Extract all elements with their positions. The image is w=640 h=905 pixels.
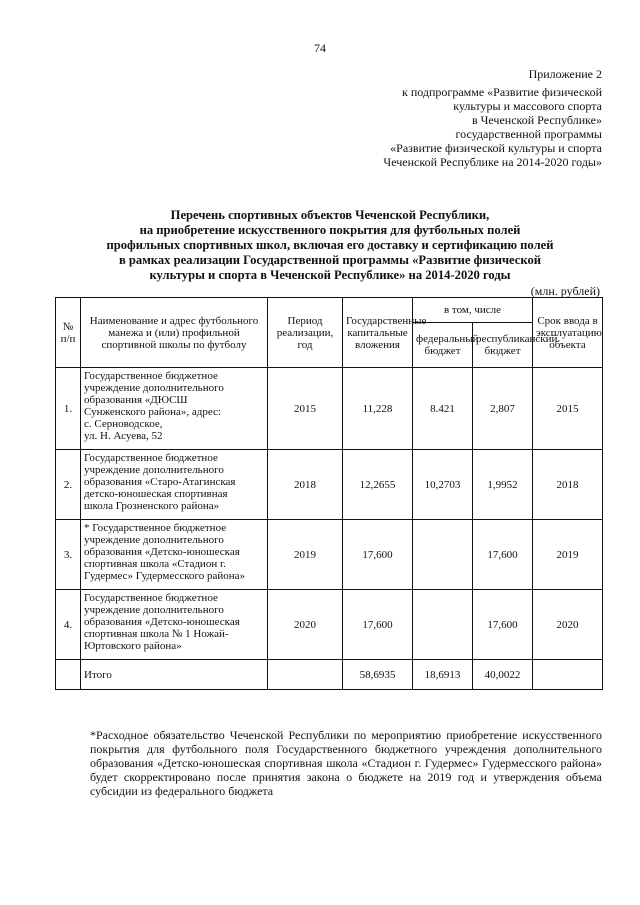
appendix-line: культуры и массового спорта bbox=[453, 99, 602, 113]
appendix-line: Чеченской Республике на 2014-2020 годы» bbox=[383, 155, 602, 169]
name-line: образования «Детско-юношеская bbox=[84, 616, 240, 628]
title-line: Перечень спортивных объектов Чеченской Республики, bbox=[170, 208, 490, 222]
footnote: *Расходное обязательство Чеченской Республики по мероприятию приобретение искусственного покрытия для футбольного поля Государственного бюджетного учреждения дополнительного образования «Детско-юношеская спортивная школа «Стадион г. Гудермес» Гудермесского района» будет скорректировано после принятия закона о бюджете на 2019 год и утверждения объема субсидии из федерального бюджета bbox=[90, 728, 602, 798]
header-including: в том, числе bbox=[413, 298, 533, 323]
appendix-title: Приложение 2 bbox=[528, 67, 602, 81]
header-republic: республиканский бюджет bbox=[473, 323, 533, 368]
total-period bbox=[268, 660, 343, 690]
row-federal bbox=[413, 590, 473, 660]
row-deadline: 2019 bbox=[533, 520, 603, 590]
row-capital: 12,2655 bbox=[343, 450, 413, 520]
total-label: Итого bbox=[81, 660, 268, 690]
row-period: 2015 bbox=[268, 368, 343, 450]
name-line: Сунженского района», адрес: bbox=[84, 406, 221, 418]
table-header-row bbox=[56, 298, 603, 323]
name-line: образования «ДЮСШ bbox=[84, 394, 188, 406]
appendix-line: в Чеченской Республике» bbox=[471, 113, 602, 127]
row-period: 2018 bbox=[268, 450, 343, 520]
header-federal: федеральный бюджет bbox=[413, 323, 473, 368]
appendix-reference bbox=[383, 85, 602, 169]
header-capital: Государственные капитальные вложения bbox=[343, 298, 413, 368]
name-line: школа Грозненского района» bbox=[84, 500, 220, 512]
name-line: учреждение дополнительного bbox=[84, 382, 224, 394]
name-line: Государственное бюджетное bbox=[84, 592, 218, 604]
row-deadline: 2015 bbox=[533, 368, 603, 450]
row-name bbox=[81, 590, 268, 660]
total-capital: 58,6935 bbox=[343, 660, 413, 690]
row-capital: 17,600 bbox=[343, 520, 413, 590]
row-num: 3. bbox=[56, 520, 81, 590]
name-line: спортивная школа № 1 Ножай- bbox=[84, 628, 229, 640]
appendix-line: государственной программы bbox=[455, 127, 602, 141]
row-federal: 10,2703 bbox=[413, 450, 473, 520]
appendix-line: «Развитие физической культуры и спорта bbox=[390, 141, 602, 155]
name-line: * Государственное бюджетное bbox=[84, 522, 227, 534]
row-capital: 11,228 bbox=[343, 368, 413, 450]
row-federal bbox=[413, 520, 473, 590]
table-total-row bbox=[56, 660, 603, 690]
row-period: 2020 bbox=[268, 590, 343, 660]
row-deadline: 2018 bbox=[533, 450, 603, 520]
row-num: 1. bbox=[56, 368, 81, 450]
name-line: Гудермес» Гудермесского района» bbox=[84, 570, 246, 582]
objects-table bbox=[55, 297, 603, 690]
header-deadline: Срок ввода в эксплуатацию объекта bbox=[533, 298, 603, 368]
title-line: профильных спортивных школ, включая его доставку и сертификацию полей bbox=[106, 238, 554, 252]
total-num bbox=[56, 660, 81, 690]
row-republic: 17,600 bbox=[473, 520, 533, 590]
row-name bbox=[81, 450, 268, 520]
name-line: с. Серноводское, bbox=[84, 418, 163, 430]
row-num: 4. bbox=[56, 590, 81, 660]
row-republic: 17,600 bbox=[473, 590, 533, 660]
name-line: Юртовского района» bbox=[84, 640, 182, 652]
name-line: образования «Старо-Атагинская bbox=[84, 476, 236, 488]
table-row bbox=[56, 450, 603, 520]
header-name: Наименование и адрес футбольного манежа и (или) профильной спортивной школы по футболу bbox=[81, 298, 268, 368]
row-num: 2. bbox=[56, 450, 81, 520]
total-republic: 40,0022 bbox=[473, 660, 533, 690]
name-line: образования «Детско-юношеская bbox=[84, 546, 240, 558]
name-line: учреждение дополнительного bbox=[84, 604, 224, 616]
table-row bbox=[56, 368, 603, 450]
name-line: ул. Н. Асуева, 52 bbox=[84, 430, 163, 442]
total-deadline bbox=[533, 660, 603, 690]
appendix-line: к подпрограмме «Развитие физической bbox=[401, 85, 602, 99]
row-capital: 17,600 bbox=[343, 590, 413, 660]
name-line: учреждение дополнительного bbox=[84, 534, 224, 546]
row-period: 2019 bbox=[268, 520, 343, 590]
row-republic: 2,807 bbox=[473, 368, 533, 450]
header-period: Период реализации, год bbox=[268, 298, 343, 368]
title-line: на приобретение искусственного покрытия для футбольных полей bbox=[139, 223, 521, 237]
document-title bbox=[60, 208, 600, 283]
name-line: спортивная школа «Стадион г. bbox=[84, 558, 226, 570]
name-line: детско-юношеская спортивная bbox=[84, 488, 228, 500]
row-federal: 8.421 bbox=[413, 368, 473, 450]
table-row bbox=[56, 590, 603, 660]
title-line: культуры и спорта в Чеченской Республике» на 2014-2020 годы bbox=[149, 268, 511, 282]
row-deadline: 2020 bbox=[533, 590, 603, 660]
row-name bbox=[81, 368, 268, 450]
name-line: Государственное бюджетное bbox=[84, 452, 218, 464]
units-note: (млн. рублей) bbox=[530, 284, 600, 298]
row-republic: 1,9952 bbox=[473, 450, 533, 520]
name-line: Государственное бюджетное bbox=[84, 370, 218, 382]
row-name bbox=[81, 520, 268, 590]
table-row bbox=[56, 520, 603, 590]
name-line: учреждение дополнительного bbox=[84, 464, 224, 476]
page-number: 74 bbox=[314, 41, 326, 55]
total-federal: 18,6913 bbox=[413, 660, 473, 690]
title-line: в рамках реализации Государственной программы «Развитие физической bbox=[118, 253, 542, 267]
header-num: № п/п bbox=[56, 298, 81, 368]
